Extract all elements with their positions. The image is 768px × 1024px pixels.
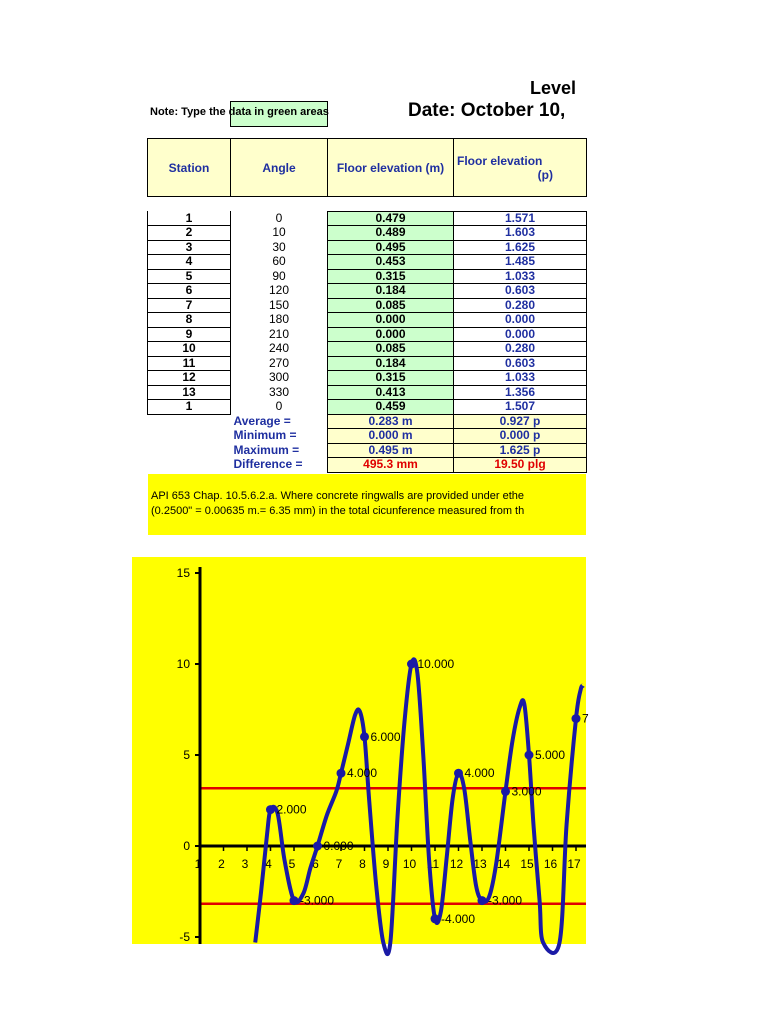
y-tick-label: 10 xyxy=(176,657,190,671)
data-label: 0.000 xyxy=(323,839,354,853)
angle-cell: 180 xyxy=(268,312,290,327)
summary-label: Maximum = xyxy=(233,442,300,457)
data-label: -3.000 xyxy=(488,893,523,908)
station-cell: 13 xyxy=(148,385,231,400)
station-cell: 4 xyxy=(148,255,231,270)
chart-plot xyxy=(132,557,589,944)
x-tick-label: 4 xyxy=(265,857,272,871)
floor-elevation-p-cell: 0.603 xyxy=(454,356,587,371)
station-cell: 6 xyxy=(148,284,231,299)
input-note: Note: Type the data in green areas xyxy=(150,106,329,118)
data-point xyxy=(478,896,487,905)
station-cell: 10 xyxy=(148,342,231,357)
data-label: 5.000 xyxy=(535,748,566,762)
angle-cell: 30 xyxy=(272,239,286,254)
x-tick-label: 2 xyxy=(218,857,225,871)
angle-cell: 150 xyxy=(268,297,290,312)
floor-elevation-p-cell: 1.033 xyxy=(454,269,587,284)
floor-elevation-p-cell: 1.507 xyxy=(454,400,587,415)
settlement-chart xyxy=(132,557,589,944)
angle-cell: 330 xyxy=(268,384,290,399)
station-cell: 3 xyxy=(148,240,231,255)
floor-elevation-p-cell: 0.000 xyxy=(454,327,587,342)
summary-row xyxy=(148,443,587,458)
column-header-angle: Angle xyxy=(231,139,328,197)
data-point xyxy=(431,914,440,923)
station-cell: 2 xyxy=(148,226,231,241)
summary-value-p: 0.000 p xyxy=(454,429,587,444)
summary-value-p: 19.50 plg xyxy=(454,458,587,473)
floor-elevation-m-input[interactable]: 0.085 xyxy=(328,342,454,357)
floor-elevation-m-input[interactable]: 0.000 xyxy=(328,313,454,328)
floor-elevation-p-cell: 1.571 xyxy=(454,211,587,226)
data-label: -3.000 xyxy=(300,893,335,908)
angle-cell: 300 xyxy=(268,370,290,385)
y-tick-label: 15 xyxy=(176,566,190,580)
x-tick-label: 1 xyxy=(194,857,202,871)
table-row xyxy=(148,327,587,342)
x-tick-label: 13 xyxy=(473,857,487,871)
table-row xyxy=(148,342,587,357)
x-tick-label: 8 xyxy=(359,857,366,871)
api-note-text xyxy=(151,489,524,519)
data-point xyxy=(337,769,346,778)
table-row xyxy=(148,356,587,371)
station-cell: 5 xyxy=(148,269,231,284)
x-tick-label: 10 xyxy=(402,857,417,871)
data-point xyxy=(501,787,510,796)
floor-elevation-m-input[interactable]: 0.495 xyxy=(328,240,454,255)
floor-elevation-m-input[interactable]: 0.489 xyxy=(328,226,454,241)
report-date: Date: October 10, xyxy=(408,100,566,121)
x-tick-label: 6 xyxy=(312,857,319,871)
summary-value-m: 0.495 m xyxy=(328,443,454,458)
summary-value-p: 0.927 p xyxy=(454,414,587,429)
summary-label: Average = xyxy=(233,413,291,428)
summary-row xyxy=(148,414,587,429)
data-point xyxy=(360,732,369,741)
floor-elevation-m-input[interactable]: 0.315 xyxy=(328,269,454,284)
station-cell: 11 xyxy=(148,356,231,371)
x-tick-label: 15 xyxy=(520,857,534,871)
y-tick-label: -5 xyxy=(179,930,190,944)
page-title: Level xyxy=(530,78,577,98)
x-tick-label: 14 xyxy=(496,857,511,871)
data-label: 4.000 xyxy=(464,766,495,781)
summary-value-m: 0.000 m xyxy=(328,429,454,444)
data-label: -4.000 xyxy=(441,911,476,926)
y-tick-label: 0 xyxy=(183,839,190,853)
summary-value-m: 0.283 m xyxy=(328,414,454,429)
station-cell: 8 xyxy=(148,313,231,328)
angle-cell: 10 xyxy=(272,225,286,240)
x-tick-label: 7 xyxy=(335,857,343,871)
angle-cell: 60 xyxy=(272,254,286,269)
floor-elevation-p-cell: 0.603 xyxy=(454,284,587,299)
floor-elevation-m-input[interactable]: 0.413 xyxy=(328,385,454,400)
summary-row xyxy=(148,429,587,444)
summary-value-p: 1.625 p xyxy=(454,443,587,458)
api-note-line: (0.2500" = 0.00635 m.= 6.35 mm) in the total cicunference measured from th xyxy=(151,505,525,517)
table-row xyxy=(148,371,587,386)
summary-label: Difference = xyxy=(233,457,303,472)
data-label: 3.000 xyxy=(511,784,542,799)
data-point xyxy=(454,769,463,778)
x-tick-label: 3 xyxy=(241,857,249,871)
data-point xyxy=(407,660,416,669)
floor-elevation-p-cell: 1.625 xyxy=(454,240,587,255)
table-row xyxy=(148,313,587,328)
table-row xyxy=(148,211,587,226)
floor-elevation-p-cell: 0.000 xyxy=(454,313,587,328)
angle-cell: 90 xyxy=(272,268,286,283)
x-tick-label: 11 xyxy=(426,857,440,871)
floor-elevation-m-input[interactable]: 0.184 xyxy=(328,284,454,299)
floor-elevation-m-input[interactable]: 0.085 xyxy=(328,298,454,313)
floor-elevation-m-input[interactable]: 0.315 xyxy=(328,371,454,386)
column-header-floor-elevation-p xyxy=(454,139,587,197)
angle-cell: 240 xyxy=(268,341,290,356)
floor-elevation-table xyxy=(147,138,587,473)
data-label: 7 xyxy=(582,711,589,726)
floor-elevation-m-input[interactable]: 0.453 xyxy=(328,255,454,270)
column-header-floor-elevation-m: Floor elevation (m) xyxy=(328,139,454,197)
x-tick-label: 17 xyxy=(567,857,581,871)
floor-elevation-p-cell: 0.280 xyxy=(454,298,587,313)
data-label: 2.000 xyxy=(276,802,307,817)
floor-elevation-p-cell: 1.485 xyxy=(454,255,587,270)
data-point xyxy=(525,751,534,760)
floor-elevation-p-cell: 1.356 xyxy=(454,385,587,400)
table-row xyxy=(148,226,587,241)
angle-cell: 270 xyxy=(268,355,290,370)
floor-elevation-p-cell: 0.280 xyxy=(454,342,587,357)
angle-cell: 0 xyxy=(275,399,283,414)
table-row xyxy=(148,385,587,400)
summary-row xyxy=(148,458,587,473)
data-label: 4.000 xyxy=(347,766,378,781)
angle-cell: 0 xyxy=(275,210,283,225)
data-label: 10.000 xyxy=(417,657,455,671)
angle-cell: 120 xyxy=(268,283,290,298)
data-point xyxy=(572,714,581,723)
table-row xyxy=(148,240,587,255)
column-header-station: Station xyxy=(148,139,231,197)
x-tick-label: 5 xyxy=(288,857,296,871)
floor-elevation-m-input[interactable]: 0.000 xyxy=(328,327,454,342)
summary-value-m: 495.3 mm xyxy=(328,458,454,473)
station-cell: 7 xyxy=(148,298,231,313)
table-row xyxy=(148,284,587,299)
floor-elevation-p-cell: 1.603 xyxy=(454,226,587,241)
floor-elevation-p-unit: (p) xyxy=(537,167,553,182)
floor-elevation-m-input[interactable]: 0.184 xyxy=(328,356,454,371)
table-row xyxy=(148,255,587,270)
y-tick-label: 5 xyxy=(183,748,190,762)
api-note-line: API 653 Chap. 10.5.6.2.a. Where concrete ringwalls are provided under ethe xyxy=(151,490,525,502)
station-cell: 12 xyxy=(148,371,231,386)
table-row xyxy=(148,298,587,313)
api-653-note xyxy=(148,474,586,535)
data-label: 6.000 xyxy=(370,729,401,744)
floor-elevation-m-input[interactable]: 0.459 xyxy=(328,400,454,415)
x-tick-label: 12 xyxy=(449,857,464,871)
floor-elevation-p-label: Floor elevation xyxy=(457,153,543,168)
x-tick-label: 9 xyxy=(382,857,390,871)
x-tick-label: 16 xyxy=(543,857,558,871)
floor-elevation-m-input[interactable]: 0.479 xyxy=(328,211,454,226)
data-point xyxy=(313,842,322,851)
angle-cell: 210 xyxy=(268,326,290,341)
data-point xyxy=(266,805,275,814)
table-row xyxy=(148,269,587,284)
station-cell: 9 xyxy=(148,327,231,342)
summary-label: Minimum = xyxy=(233,428,297,443)
station-cell: 1 xyxy=(148,211,231,226)
floor-elevation-p-cell: 1.033 xyxy=(454,371,587,386)
table-row xyxy=(148,400,587,415)
data-point xyxy=(290,896,299,905)
station-cell: 1 xyxy=(148,400,231,415)
